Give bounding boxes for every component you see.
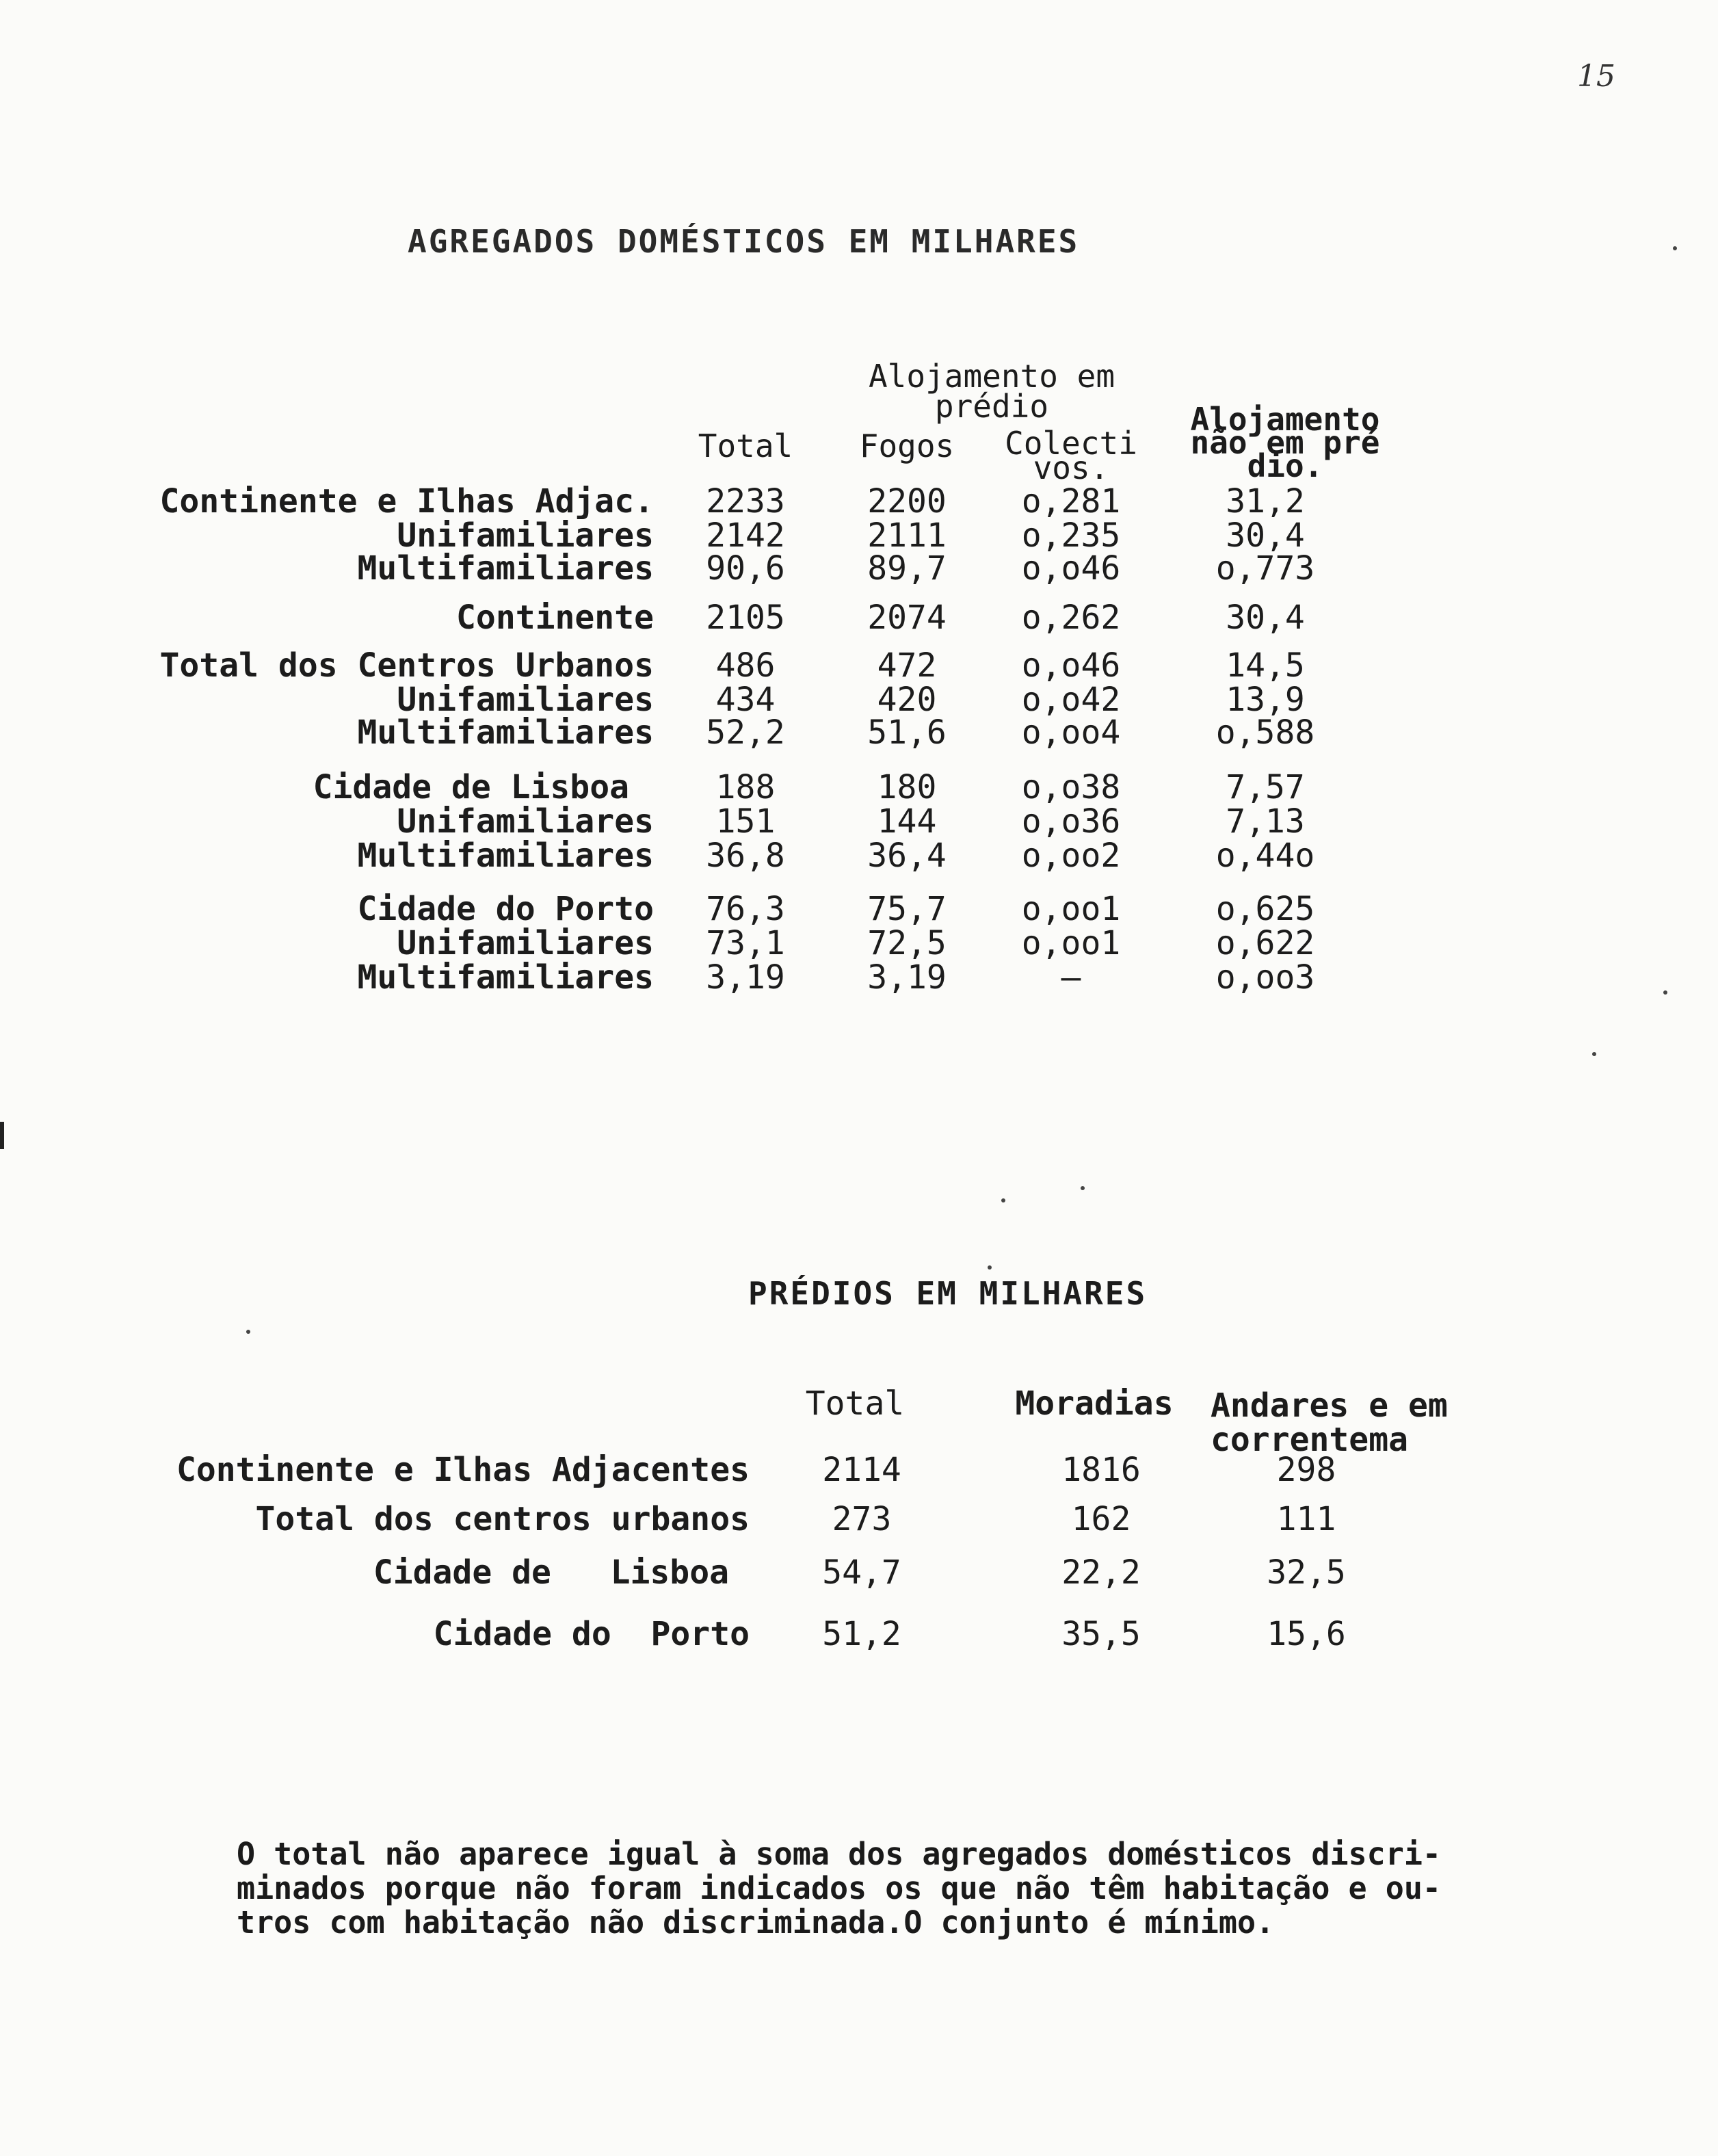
cell-nao-em-predio: o,44o [1215, 837, 1315, 875]
row-label: Multifamiliares [357, 713, 654, 752]
cell-total: 188 [715, 768, 776, 806]
row-label: Cidade de Lisboa [313, 768, 629, 806]
cell-total: 2233 [706, 482, 785, 521]
cell-total: 76,3 [706, 890, 785, 928]
cell-total: 2142 [706, 516, 785, 555]
cell-fogos: 180 [877, 768, 937, 806]
row-label: Unifamiliares [397, 516, 654, 555]
cell-nao-em-predio: 7,13 [1226, 802, 1305, 841]
cell-nao-em-predio: o,588 [1215, 713, 1315, 752]
header-fogos: Fogos [859, 428, 955, 464]
cell-fogos: 2074 [867, 599, 947, 637]
cell-fogos: 472 [877, 646, 937, 685]
cell-colectivos: o,o46 [1021, 549, 1121, 588]
cell-fogos: 3,19 [867, 958, 947, 997]
cell-nao-em-predio: 31,2 [1226, 482, 1305, 521]
cell-colectivos: o,o38 [1021, 768, 1121, 806]
t2-row-label: Cidade do Porto [433, 1615, 750, 1653]
row-label: Multifamiliares [357, 837, 654, 875]
cell-fogos: 89,7 [867, 549, 947, 588]
cell-fogos: 2111 [867, 516, 947, 555]
cell-fogos: 72,5 [867, 924, 947, 962]
scan-edge-mark [0, 1122, 4, 1149]
table2-title: PRÉDIOS EM MILHARES [748, 1275, 1148, 1312]
cell-nao-em-predio: o,625 [1215, 890, 1315, 928]
cell-total: 486 [715, 646, 776, 685]
footnote: O total não aparece igual à soma dos agregados domésticos discri- minados porque não foram indicados os que não têm habitação e ou- tros com habitação não discriminada.O conjunto é mínimo. [237, 1836, 1441, 1941]
t2-cell-andares: 32,5 [1267, 1553, 1346, 1592]
cell-total: 151 [715, 802, 776, 841]
household-table [0, 0, 1718, 1026]
t2-cell-total: 54,7 [822, 1553, 901, 1592]
cell-nao-em-predio: 30,4 [1226, 599, 1305, 637]
t2-row-label: Cidade de Lisboa [373, 1553, 729, 1592]
t2-header-moradias: Moradias [1015, 1384, 1174, 1423]
row-label: Multifamiliares [357, 958, 654, 997]
row-label: Multifamiliares [357, 549, 654, 588]
t2-cell-andares: 111 [1276, 1500, 1336, 1538]
cell-fogos: 75,7 [867, 890, 947, 928]
row-label: Unifamiliares [397, 681, 654, 719]
cell-colectivos: o,o42 [1021, 681, 1121, 719]
cell-colectivos: o,oo1 [1021, 924, 1121, 962]
scan-speck [988, 1265, 992, 1270]
t2-cell-moradias: 35,5 [1061, 1615, 1141, 1653]
cell-fogos: 36,4 [867, 837, 947, 875]
t2-header-total: Total [805, 1384, 905, 1423]
cell-nao-em-predio: o,oo3 [1215, 958, 1315, 997]
cell-total: 36,8 [706, 837, 785, 875]
t2-row-label: Total dos centros urbanos [255, 1500, 750, 1538]
header-colectivos: Colecti vos. [1005, 425, 1137, 486]
cell-colectivos: o,235 [1021, 516, 1121, 555]
cell-fogos: 51,6 [867, 713, 947, 752]
cell-colectivos: o,o46 [1021, 646, 1121, 685]
t2-cell-andares: 15,6 [1267, 1615, 1346, 1653]
t2-cell-moradias: 162 [1071, 1500, 1131, 1538]
row-label: Unifamiliares [397, 924, 654, 962]
row-label: Unifamiliares [397, 802, 654, 841]
cell-total: 73,1 [706, 924, 785, 962]
row-label: Continente e Ilhas Adjac. [159, 482, 654, 521]
scan-speck [1081, 1186, 1085, 1190]
scan-speck [1592, 1052, 1596, 1056]
scan-speck [246, 1330, 250, 1334]
cell-nao-em-predio: 14,5 [1226, 646, 1305, 685]
t2-header-andares: Andares e em correntema [1211, 1386, 1448, 1459]
row-label: Cidade do Porto [357, 890, 654, 928]
cell-total: 2105 [706, 599, 785, 637]
cell-fogos: 2200 [867, 482, 947, 521]
cell-colectivos: o,oo4 [1021, 713, 1121, 752]
cell-total: 90,6 [706, 549, 785, 588]
cell-nao-em-predio: o,622 [1215, 924, 1315, 962]
t2-cell-total: 273 [832, 1500, 892, 1538]
cell-total: 434 [715, 681, 776, 719]
cell-colectivos: o,262 [1021, 599, 1121, 637]
row-label: Continente [456, 599, 654, 637]
scan-speck [1001, 1198, 1005, 1202]
cell-nao-em-predio: 13,9 [1226, 681, 1305, 719]
t2-cell-andares: 298 [1276, 1451, 1336, 1489]
cell-colectivos: o,oo1 [1021, 890, 1121, 928]
cell-nao-em-predio: 30,4 [1226, 516, 1305, 555]
cell-colectivos: — [1061, 958, 1081, 997]
t2-cell-total: 51,2 [822, 1615, 901, 1653]
scan-speck [1663, 990, 1667, 995]
cell-fogos: 144 [877, 802, 937, 841]
row-label: Total dos Centros Urbanos [159, 646, 654, 685]
header-alojamento-nao-em-predio: Alojamento não em pré dio. [1190, 401, 1380, 484]
cell-fogos: 420 [877, 681, 937, 719]
cell-colectivos: o,281 [1021, 482, 1121, 521]
t2-cell-moradias: 1816 [1061, 1451, 1141, 1489]
t2-row-label: Continente e Ilhas Adjacentes [176, 1451, 750, 1489]
cell-colectivos: o,oo2 [1021, 837, 1121, 875]
cell-nao-em-predio: 7,57 [1226, 768, 1305, 806]
t2-cell-total: 2114 [822, 1451, 901, 1489]
scan-speck [1673, 246, 1677, 250]
t2-cell-moradias: 22,2 [1061, 1553, 1141, 1592]
cell-total: 3,19 [706, 958, 785, 997]
table1-title: AGREGADOS DOMÉSTICOS EM MILHARES [408, 223, 1080, 260]
cell-colectivos: o,o36 [1021, 802, 1121, 841]
cell-nao-em-predio: o,773 [1215, 549, 1315, 588]
page-number: 15 [1577, 59, 1615, 94]
header-total: Total [698, 428, 793, 464]
cell-total: 52,2 [706, 713, 785, 752]
header-alojamento-em-predio: Alojamento em prédio [868, 358, 1115, 425]
